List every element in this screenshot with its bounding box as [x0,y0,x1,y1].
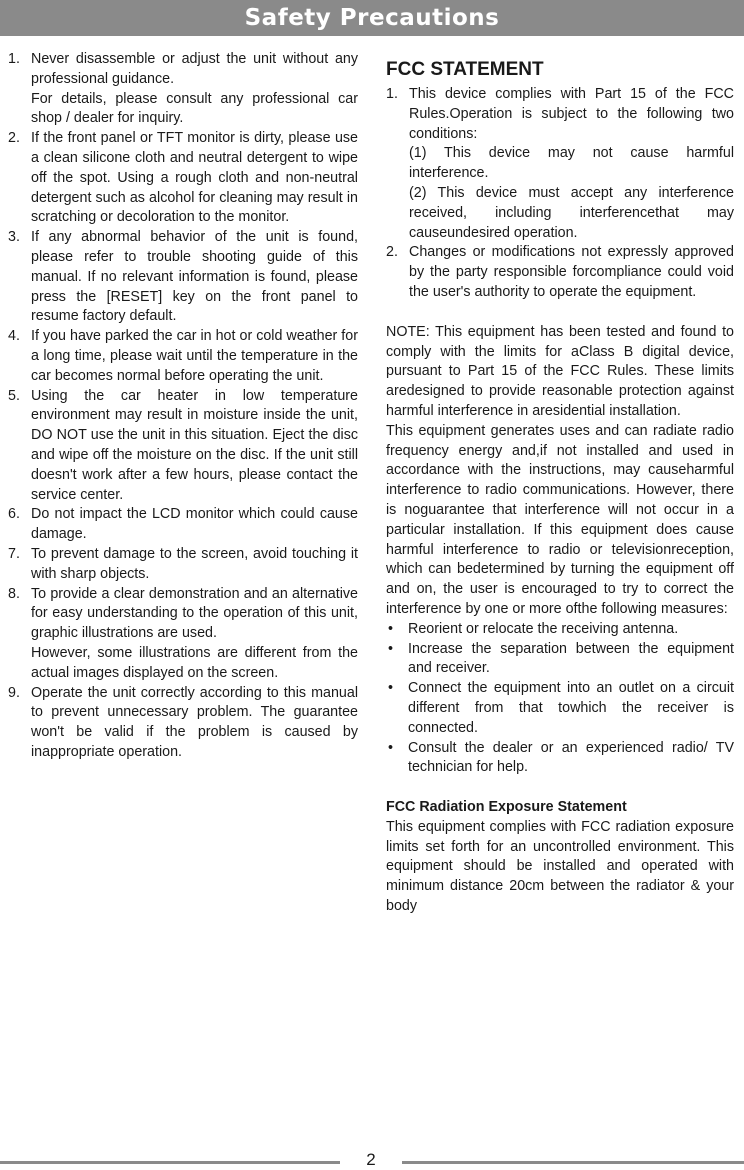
measure-item [386,679,734,738]
safety-list [8,50,358,763]
note-paragraph: NOTE: This equipment has been tested and found to comply with the limits for aClass B digital device, pursuant to Part 15 of the FCC Rules. These limits aredesigned to provide reasonable protection against harmful interference in aresidential installation. [386,323,734,419]
bullet-icon: • [388,739,394,756]
header-bar [0,0,744,36]
item-number: 5. [8,387,20,404]
item-text: Changes or modifications not expressly approved by the party responsible forcompliance could void the user's authority to operate the equipment. [409,244,734,300]
footer-rule-right [402,1161,744,1164]
item-text: (1) This device may not cause harmful interference. [409,145,734,182]
fcc-item [386,243,734,302]
item-number: 1. [8,51,20,67]
item-number: 2. [386,244,398,261]
measure-item [386,620,734,640]
fcc-note [386,323,734,620]
item-text: Never disassemble or adjust the unit without any professional guidance. [31,51,358,87]
item-text: This device complies with Part 15 of the FCC Rules.Operation is subject to the following two conditions: [409,86,734,142]
safety-column [8,50,358,763]
fcc-column [386,58,734,917]
item-number: 6. [8,506,20,523]
safety-item [8,387,358,506]
item-number: 1. [386,86,398,102]
item-number: 3. [8,229,20,246]
item-text: To prevent damage to the screen, avoid touching it with sharp objects. [31,545,358,582]
measures-list [386,620,734,778]
bullet-icon: • [388,680,394,697]
measure-item [386,739,734,779]
item-text: However, some illustrations are different from the actual images displayed on the screen. [31,644,358,681]
page-title: Safety Precautions [244,5,500,31]
item-text: To provide a clear demonstration and an alternative for easy understanding to the operation of this unit, graphic illustrations are used. [31,585,358,642]
item-text: Do not impact the LCD monitor which could cause damage. [31,506,358,543]
item-text: If any abnormal behavior of the unit is found, please refer to trouble shooting guide of this manual. If no relevant information is found, please press the [RESET] key on the front panel to resume factory default. [31,229,358,325]
measure-text: Consult the dealer or an experienced radio/ TV technician for help. [408,739,734,776]
safety-item [8,585,358,684]
footer-rule-left [0,1161,340,1164]
safety-item [8,129,358,228]
safety-item [8,327,358,386]
safety-item [8,50,358,129]
safety-item [8,505,358,545]
item-number: 4. [8,328,20,345]
item-number: 8. [8,585,20,602]
item-number: 7. [8,545,20,562]
item-text: Operate the unit correctly according to this manual to prevent unnecessary problem. The guarantee won't be valid if the problem is caused by inappropriate operation. [31,684,358,760]
measure-text: Increase the separation between the equipment and receiver. [408,640,734,677]
item-text: (2) This device must accept any interference received, including interferencethat may causeundesired operation. [409,184,734,241]
radiation-heading: FCC Radiation Exposure Statement [386,799,627,816]
note-paragraph: This equipment generates uses and can radiate radio frequency energy and,if not installed and used in accordance with the instructions, may causeharmful interference to radio communications. However, there is noguarantee that interference will not occur in a particular installation. If this equipment does cause harmful interference to radio or televisionreception, which can bedetermined by turning the equipment off and on, the user is encouraged to try to correct the interference by one or more ofthe following measures: [386,422,734,617]
safety-item [8,545,358,585]
radiation-text: This equipment complies with FCC radiation exposure limits set forth for an uncontrolled environment. This equipment should be installed and operated with minimum distance 20cm between the radiator & your body [386,818,734,915]
safety-item [8,228,358,327]
bullet-icon: • [388,640,394,657]
measure-item [386,640,734,680]
measure-text: Reorient or relocate the receiving antenna. [408,620,679,637]
measure-text: Connect the equipment into an outlet on a circuit different from that towhich the receiver is connected. [408,680,734,736]
fcc-item [386,85,734,243]
item-number: 2. [8,130,20,147]
item-text: For details, please consult any professional car shop / dealer for inquiry. [31,90,358,127]
fcc-statement-heading: FCC STATEMENT [386,59,544,80]
item-text: If the front panel or TFT monitor is dirty, please use a clean silicone cloth and neutral detergent to wipe off the spot. Using a rough cloth and non-neutral detergent such as alcohol for cleaning may result in scratching or decoloration to the monitor. [31,130,358,226]
item-text: Using the car heater in low temperature environment may result in moisture inside the unit, DO NOT use the unit in this situation. Eject the disc and wipe off the moisture on the disc. If the unit still doesn't work after a few hours, please contact the service center. [31,387,358,503]
item-number: 9. [8,684,20,701]
item-text: If you have parked the car in hot or cold weather for a long time, please wait until the temperature in the car becomes normal before operating the unit. [31,328,358,384]
fcc-list [386,85,734,303]
bullet-icon: • [388,620,394,637]
page-number: 2 [366,1150,376,1169]
safety-item [8,684,358,763]
